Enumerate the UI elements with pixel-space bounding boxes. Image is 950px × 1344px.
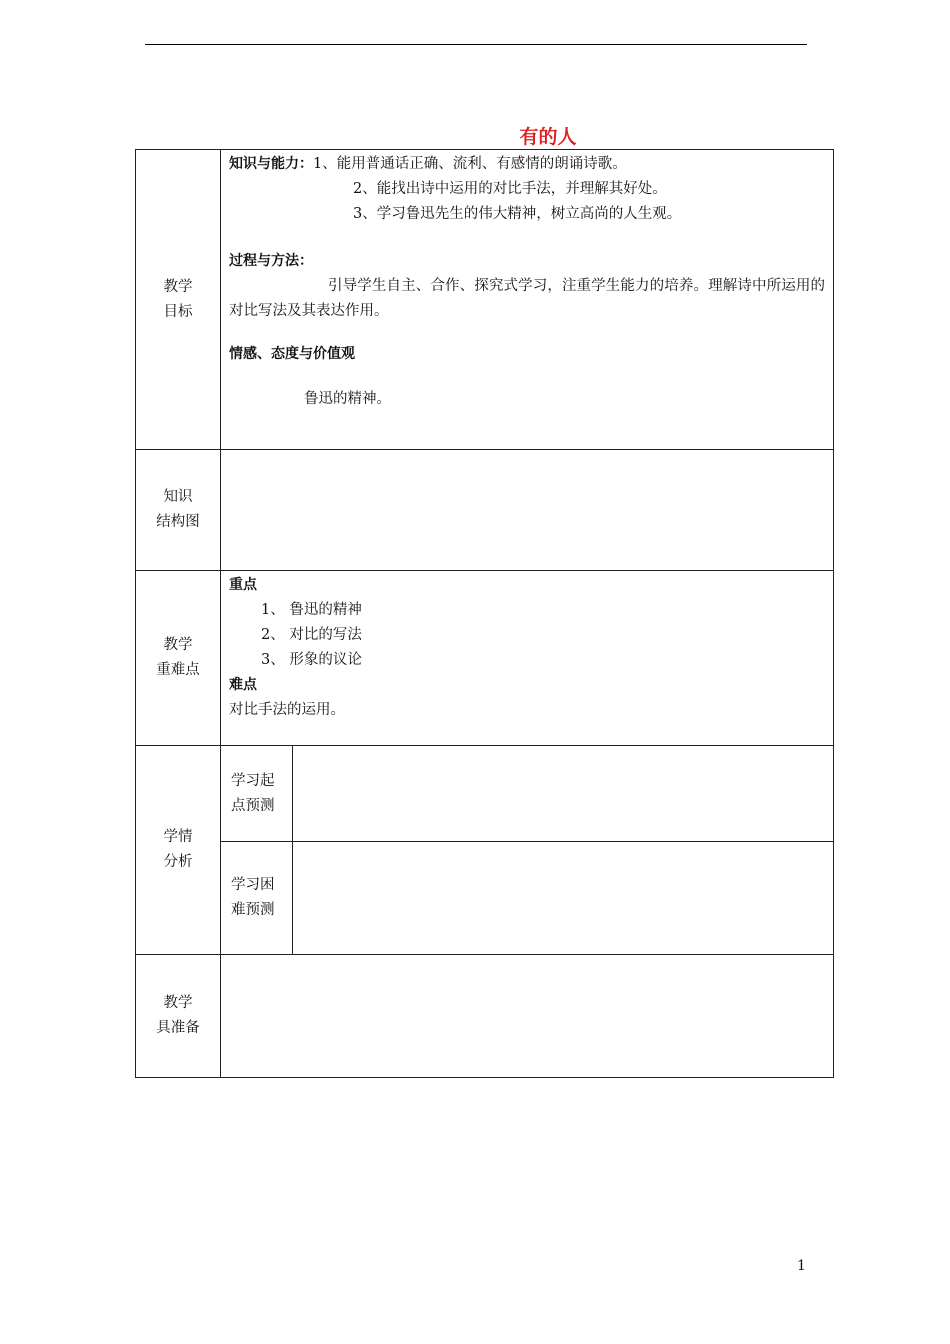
row-key-points — [136, 571, 834, 746]
row-learning-analysis-difficulty — [136, 842, 834, 955]
document-title: 有的人 — [519, 126, 577, 148]
label-teaching-aids: 教学 具准备 — [136, 955, 221, 1078]
label-knowledge-structure: 知识 结构图 — [136, 450, 221, 571]
process-heading: 过程与方法： — [229, 253, 313, 269]
row-knowledge-structure — [136, 450, 834, 571]
cell-teaching-aids — [221, 955, 834, 1078]
knowledge-heading: 知识与能力： — [229, 156, 313, 172]
row-learning-analysis-start — [136, 746, 834, 842]
emotion-text: 鲁迅的精神。 — [304, 391, 391, 407]
key-item: 1、 鲁迅的精神 — [261, 602, 362, 618]
difficult-heading: 难点 — [229, 677, 257, 693]
process-text: 引导学生自主、合作、探究式学习，注重学生能力的培养。理解诗中所运用的对比写法及其表达作用。 — [229, 278, 825, 319]
cell-key-points — [221, 571, 834, 746]
label-teaching-goals: 教学 目标 — [136, 150, 221, 450]
page-number: 1 — [797, 1258, 806, 1274]
label-learning-analysis: 学情 分析 — [136, 746, 221, 955]
row-teaching-goals — [136, 150, 834, 450]
key-heading: 重点 — [229, 577, 257, 593]
label-start-prediction: 学习起 点预测 — [221, 746, 293, 842]
knowledge-line-3: 3、学习鲁迅先生的伟大精神，树立高尚的人生观。 — [353, 206, 682, 222]
row-teaching-aids — [136, 955, 834, 1078]
label-key-points: 教学 重难点 — [136, 571, 221, 746]
key-item: 2、 对比的写法 — [261, 627, 362, 643]
label-difficulty-prediction: 学习困 难预测 — [221, 842, 293, 955]
cell-difficulty-prediction — [293, 842, 834, 955]
cell-knowledge-structure — [221, 450, 834, 571]
lesson-plan-table — [135, 149, 834, 1078]
key-item: 3、 形象的议论 — [261, 652, 362, 668]
header-rule — [145, 44, 807, 45]
difficult-text: 对比手法的运用。 — [229, 702, 345, 718]
cell-teaching-goals — [221, 150, 834, 450]
knowledge-line-2: 2、能找出诗中运用的对比手法，并理解其好处。 — [353, 181, 667, 197]
emotion-heading: 情感、态度与价值观 — [229, 346, 355, 362]
cell-start-prediction — [293, 746, 834, 842]
knowledge-line-1: 知识与能力：1、能用普通话正确、流利、有感情的朗诵诗歌。 — [229, 156, 627, 172]
